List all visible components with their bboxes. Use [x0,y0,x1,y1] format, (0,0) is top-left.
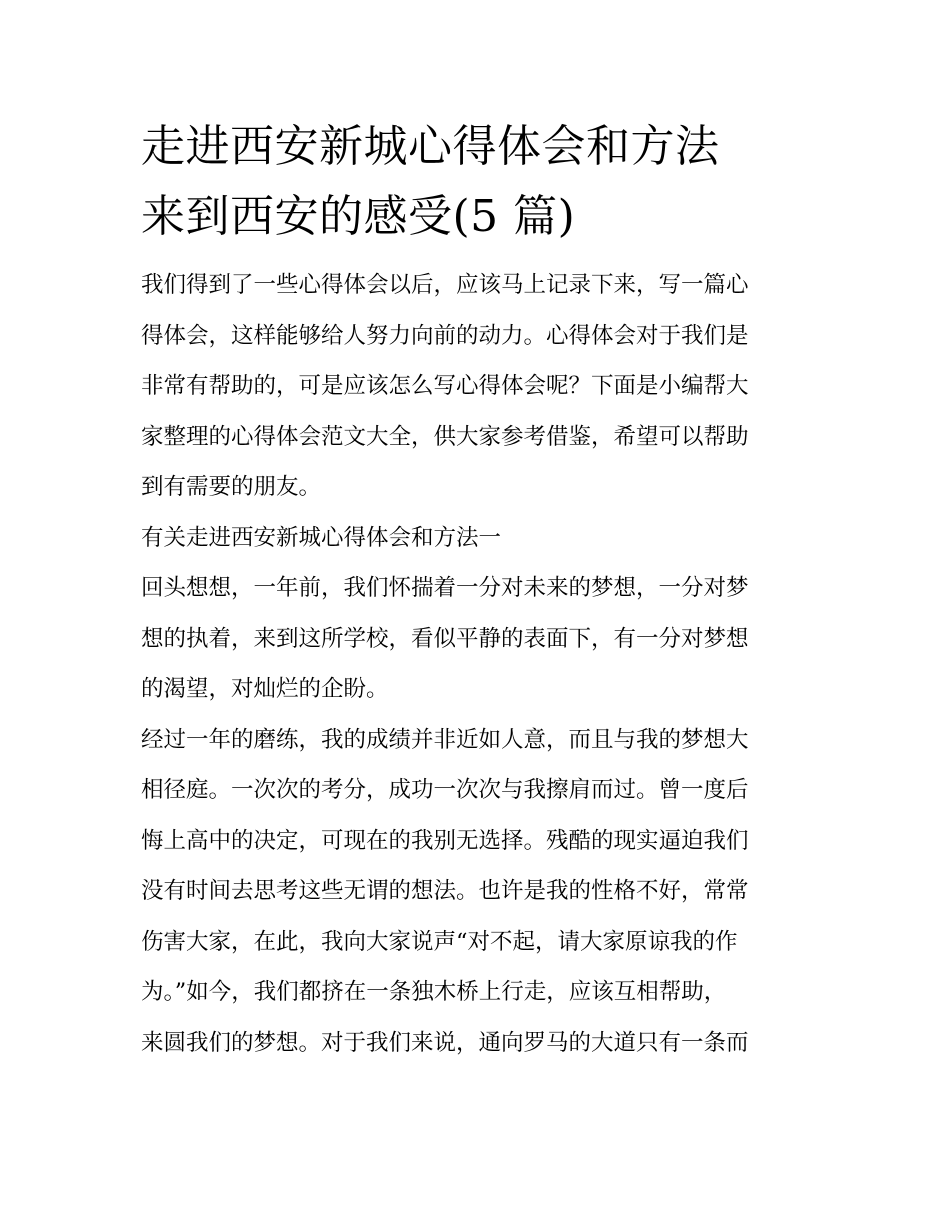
section-heading: 有关走进西安新城心得体会和方法一 [141,524,502,551]
paragraph-line: 回头想想，一年前，我们怀揣着一分对未来的梦想，一分对梦 [141,575,749,601]
intro-line: 得体会，这样能够给人努力向前的动力。心得体会对于我们是 [141,322,749,349]
paragraph-line: 想的执着，来到这所学校，看似平静的表面下，有一分对梦想 [141,625,749,652]
intro-line: 到有需要的朋友。 [141,474,322,500]
paragraph-line: 悔上高中的决定，可现在的我别无选择。残酷的现实逼迫我们 [141,827,749,854]
document-body [141,260,813,1068]
paragraph-line: 经过一年的磨练，我的成绩并非近如人意，而且与我的梦想大 [141,726,749,753]
document-title [141,112,813,252]
paragraph-line: 为。”如今，我们都挤在一条独木桥上行走，应该互相帮助， [141,979,727,1005]
paragraph-1 [141,563,813,715]
paragraph-line: 没有时间去思考这些无谓的想法。也许是我的性格不好，常常 [141,878,749,904]
paragraph-2 [141,715,813,1069]
document-page [141,112,813,1068]
intro-line: 家整理的心得体会范文大全，供大家参考借鉴，希望可以帮助 [141,423,749,450]
intro-line: 我们得到了一些心得体会以后，应该马上记录下来，写一篇心 [141,272,749,298]
intro-paragraph [141,260,813,513]
title-line-1: 走进西安新城心得体会和方法 [141,121,720,172]
intro-line: 非常有帮助的，可是应该怎么写心得体会呢？下面是小编帮大 [141,373,749,399]
paragraph-line: 来圆我们的梦想。对于我们来说，通向罗马的大道只有一条而 [141,1029,749,1056]
title-line-2: 来到西安的感受(5 篇) [141,191,576,242]
paragraph-line: 的渴望，对灿烂的企盼。 [141,676,389,702]
paragraph-line: 伤害大家，在此，我向大家说声“对不起，请大家原谅我的作 [141,928,738,955]
paragraph-line: 相径庭。一次次的考分，成功一次次与我擦肩而过。曾一度后 [141,777,749,803]
